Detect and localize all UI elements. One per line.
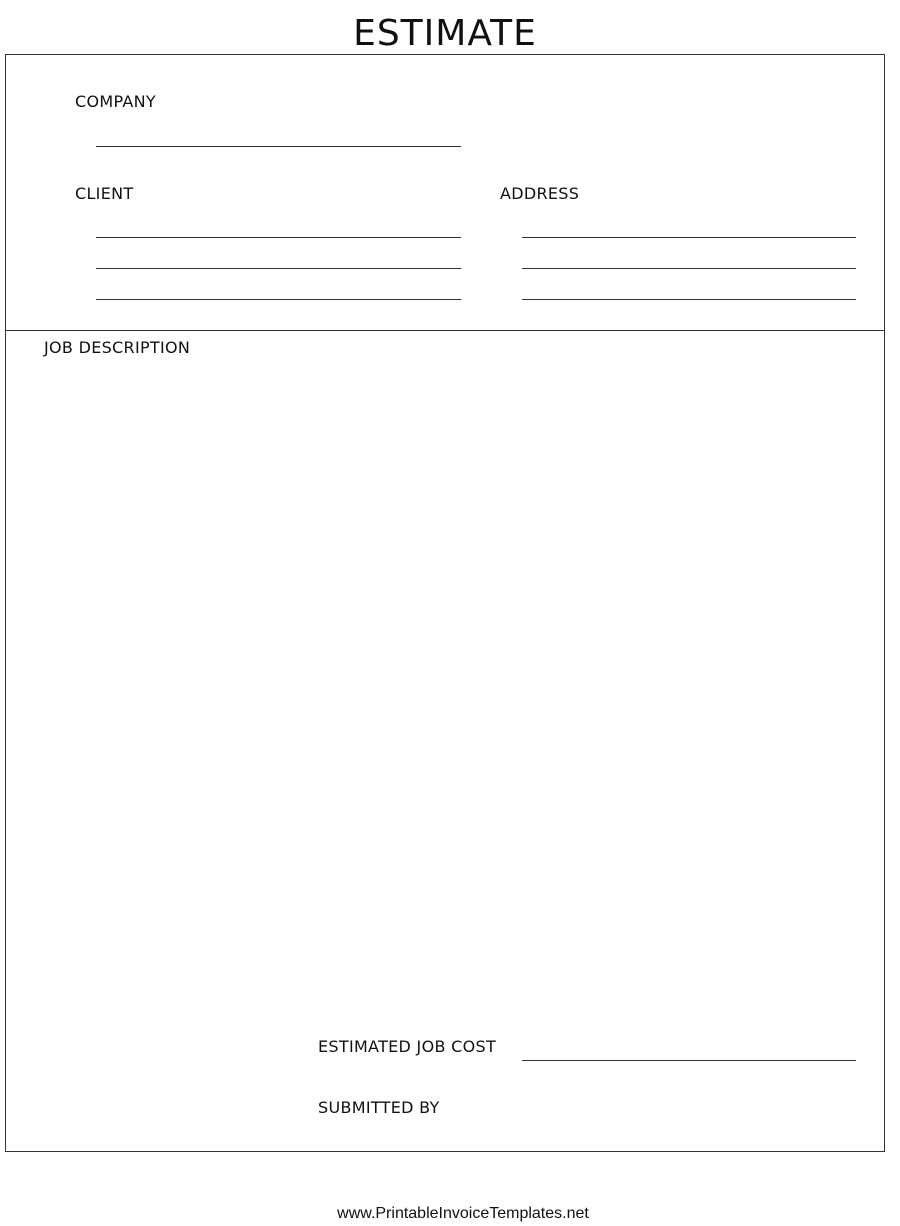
address-line-3[interactable]: [522, 299, 856, 300]
client-line-3[interactable]: [96, 299, 461, 300]
estimated-job-cost-line[interactable]: [522, 1060, 856, 1061]
client-line-1[interactable]: [96, 237, 461, 238]
client-label: CLIENT: [75, 184, 134, 203]
address-label: ADDRESS: [500, 184, 580, 203]
document-title: ESTIMATE: [353, 13, 537, 54]
footer-website-link[interactable]: www.PrintableInvoiceTemplates.net: [337, 1205, 589, 1222]
submitted-by-label: SUBMITTED BY: [318, 1098, 440, 1117]
estimated-job-cost-label: ESTIMATED JOB COST: [318, 1037, 497, 1056]
job-description-area[interactable]: [44, 364, 864, 1014]
job-description-label: JOB DESCRIPTION: [44, 338, 191, 357]
address-line-2[interactable]: [522, 268, 856, 269]
address-line-1[interactable]: [522, 237, 856, 238]
client-line-2[interactable]: [96, 268, 461, 269]
company-label: COMPANY: [75, 92, 156, 111]
section-divider: [5, 330, 885, 331]
company-line[interactable]: [96, 146, 461, 147]
